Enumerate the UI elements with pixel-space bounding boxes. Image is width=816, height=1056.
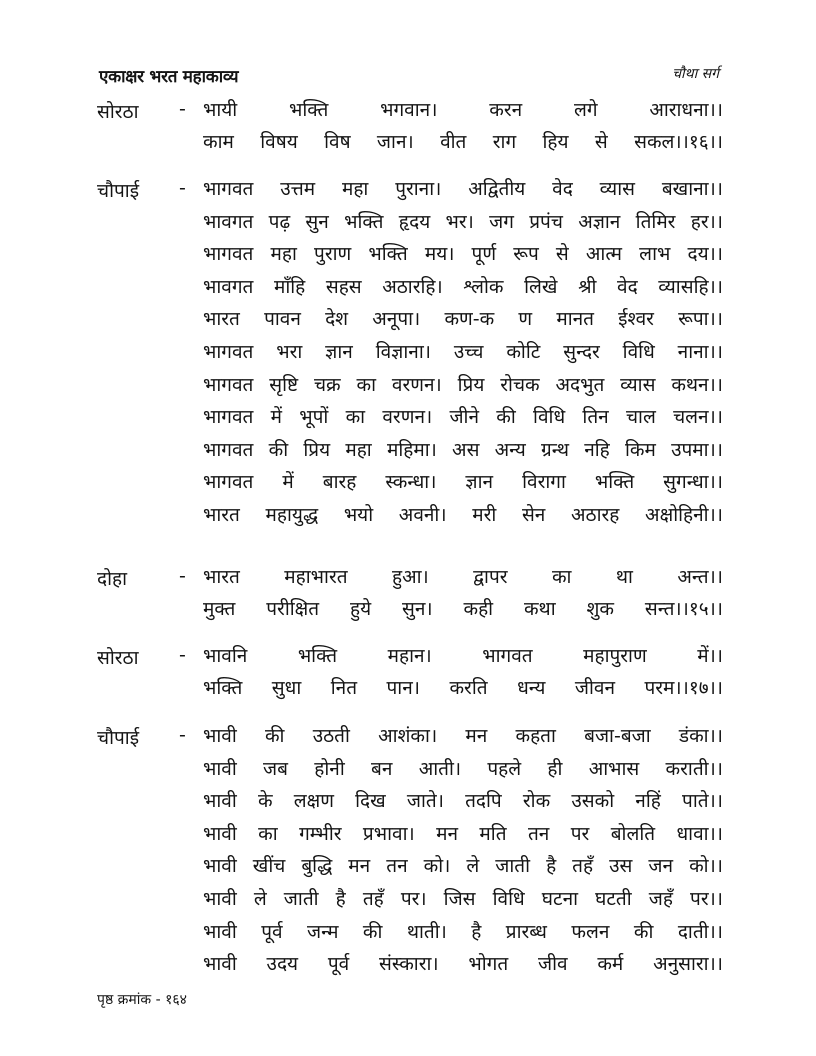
verse-line: भावी की उठती आशंका। मन कहता बजा-बजा डंका।। — [203, 725, 723, 747]
stanza-label: सोरठा — [97, 101, 139, 123]
verse-line: भावगत माँहि सहस अठारहि। श्लोक लिखे श्री वेद व्यासहि।। — [203, 275, 723, 298]
stanza-label: सोरठा — [97, 647, 139, 669]
verse-line: भावी पूर्व जन्म की थाती। है प्रारब्ध फलन की दाती।। — [203, 920, 723, 943]
verse-line: भावनि भक्ति महान। भागवत महापुराण में।। — [203, 645, 723, 667]
verse-line: भावी खींच बुद्धि मन तन को। ले जाती है तहँ उस जन को।। — [203, 855, 723, 878]
stanza-label: चौपाई — [97, 727, 140, 749]
verse-line: भागवत की प्रिय महा महिमा। अस अन्य ग्रन्थ नहि किम उपमा।। — [203, 438, 723, 461]
verse-line: भागवत महा पुराण भक्ति मय। पूर्ण रूप से आत्म लाभ दय।। — [203, 243, 723, 266]
verse-line: भायी भक्ति भगवान। करन लगे आराधना।। — [203, 99, 723, 121]
verse-line: भारत महायुद्ध भयो अवनी। मरी सेन अठारह अक्षोहिनी।। — [203, 504, 723, 526]
stanza-dash: - — [179, 98, 186, 120]
verse-line: काम विषय विष जान। वीत राग हिय से सकल।।१६।। — [203, 131, 723, 153]
chapter-title: चौथा सर्ग — [672, 66, 719, 82]
book-title: एकाक्षर भरत महाकाव्य — [99, 67, 239, 87]
verse-line: भावी उदय पूर्व संस्कारा। भोगत जीव कर्म अनुसारा।। — [203, 953, 723, 976]
verse-line: भागवत में भूपों का वरणन। जीने की विधि तिन चाल चलन।। — [203, 406, 723, 429]
verse-line: भागवत उत्तम महा पुराना। अद्वितीय वेद व्यास बखाना।। — [203, 178, 723, 200]
verse-line: भावी जब होनी बन आती। पहले ही आभास कराती।। — [203, 757, 723, 780]
verse-line: भागवत भरा ज्ञान विज्ञाना। उच्च कोटि सुन्दर विधि नाना।। — [203, 341, 723, 363]
verse-line: भावी के लक्षण दिख जाते। तदपि रोक उसको नहिं पाते।। — [203, 790, 723, 813]
verse-line: भागवत में बारह स्कन्धा। ज्ञान विरागा भक्ति सुगन्धा।। — [203, 471, 723, 494]
stanza-label: चौपाई — [97, 180, 140, 202]
verse-line: भावगत पढ़ सुन भक्ति हृदय भर। जग प्रपंच अज्ञान तिमिर हर।। — [203, 210, 723, 233]
stanza-label: दोहा — [97, 568, 128, 590]
verse-line: मुक्त परीक्षित हुये सुन। कही कथा शुक सन्त।।१५।। — [203, 598, 723, 620]
verse-line: भक्ति सुधा नित पान। करति धन्य जीवन परम।।१७।। — [203, 677, 723, 699]
stanza-dash: - — [179, 565, 186, 587]
verse-line: भारत पावन देश अनूपा। कण-क ण मानत ईश्वर रूपा।। — [203, 308, 723, 331]
verse-line: भागवत सृष्टि चक्र का वरणन। प्रिय रोचक अदभुत व्यास कथन।। — [203, 373, 723, 396]
page-number: पृष्ठ क्रमांक - १६४ — [97, 992, 187, 1008]
verse-line: भावी का गम्भीर प्रभावा। मन मति तन पर बोलति धावा।। — [203, 822, 723, 845]
stanza-dash: - — [179, 724, 186, 746]
stanza-dash: - — [179, 177, 186, 199]
stanza-dash: - — [179, 644, 186, 666]
verse-line: भारत महाभारत हुआ। द्वापर का था अन्त।। — [203, 566, 723, 588]
verse-line: भावी ले जाती है तहँ पर। जिस विधि घटना घटती जहँ पर।। — [203, 888, 723, 910]
